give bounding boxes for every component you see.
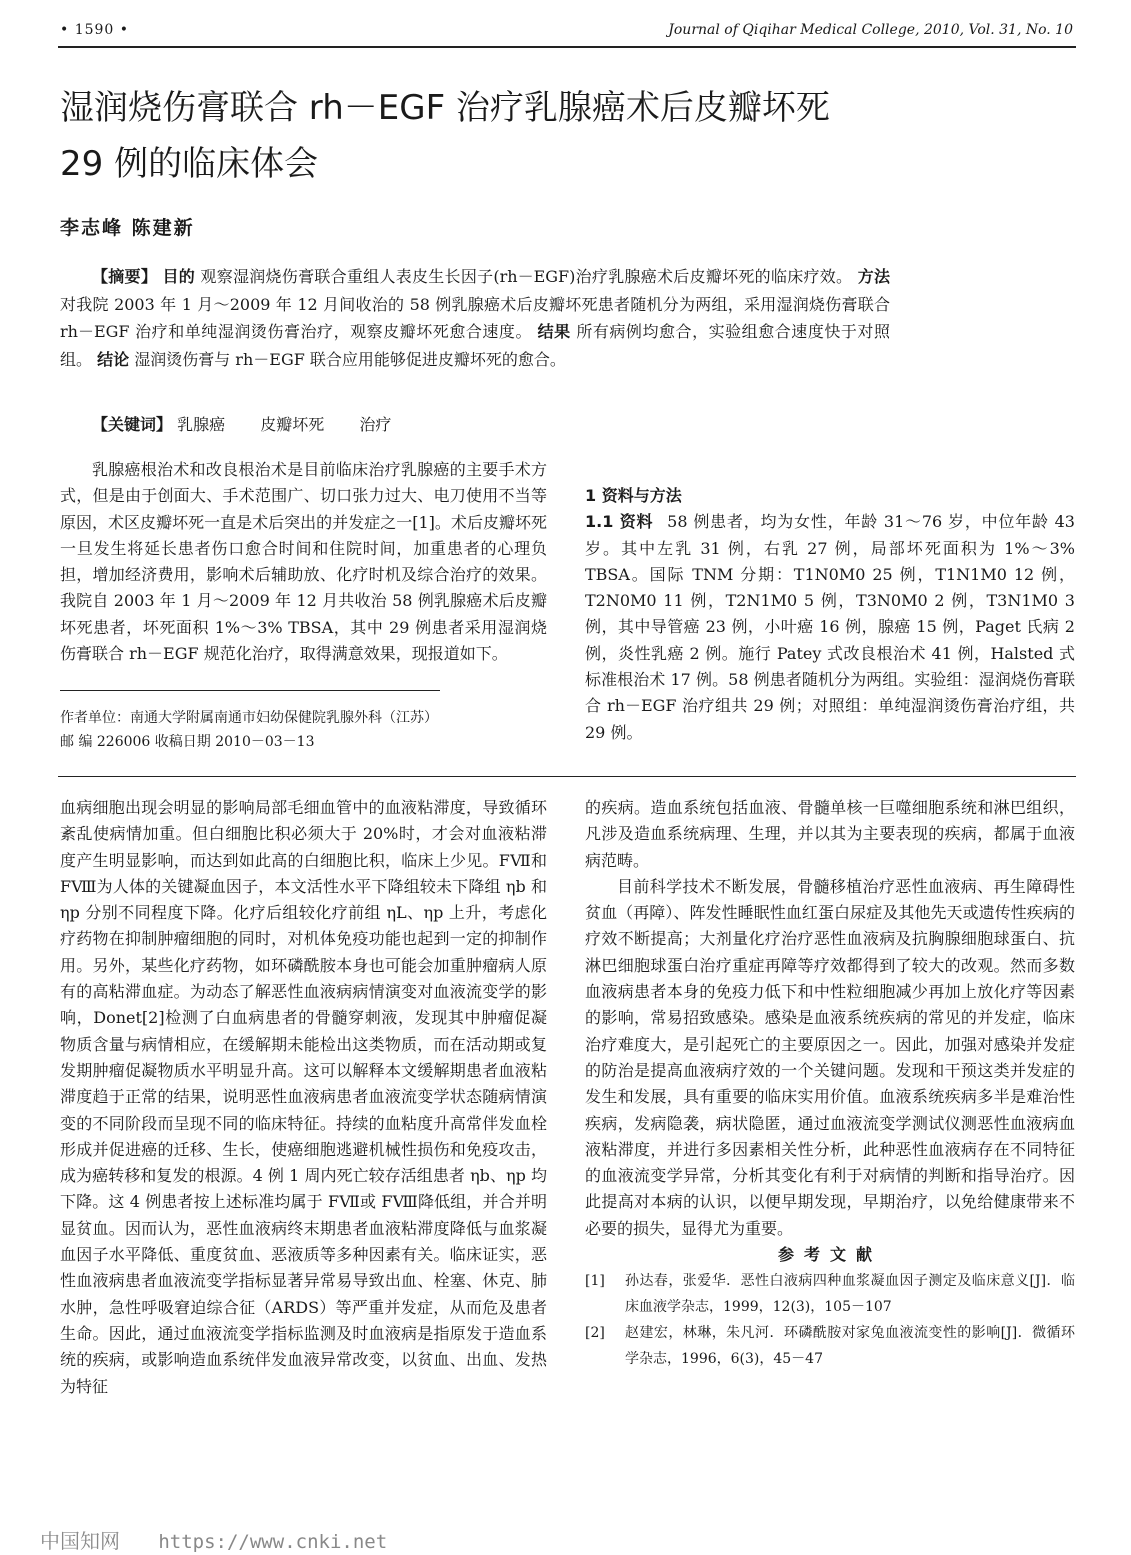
reference-text: 赵建宏，林琳，朱凡河．环磷酰胺对家兔血液流变性的影响[J]．微循环学杂志，1996，6(3)，45－47	[625, 1325, 1075, 1368]
site-url[interactable]: https://www.cnki.net	[158, 1531, 388, 1553]
reference-item	[585, 1320, 1075, 1372]
keyword-item: 皮瓣坏死	[260, 415, 325, 434]
title-line-1: 湿润烧伤膏联合 rh－EGF 治疗乳腺癌术后皮瓣坏死	[60, 88, 830, 128]
section-divider	[58, 776, 1076, 777]
references-heading: 参考文献	[777, 1245, 882, 1265]
section-heading: 1 资料与方法	[585, 486, 682, 505]
site-name: 中国知网	[40, 1529, 120, 1553]
journal-header: Journal of Qiqihar Medical College, 2010, Vol. 31, No. 10	[668, 22, 1073, 38]
method-text: 对我院 2003 年 1 月～2009 年 12 月间收治的 58 例乳腺癌术后皮瓣坏死患者随机分为两组，采用湿润烧伤膏联合 rh－EGF 治疗和单纯湿润烫伤膏治疗，观察皮瓣坏死愈合速度。	[60, 294, 890, 341]
method-label: 方法	[857, 267, 890, 286]
reference-text: 孙达春，张爱华．恶性白液病四种血浆凝血因子测定及临床意义[J]．临床血液学杂志，1999，12(3)，105－107	[625, 1273, 1075, 1316]
postal-info: 邮 编 226006 收稿日期 2010－03－13	[60, 734, 315, 750]
keyword-item: 乳腺癌	[177, 415, 226, 434]
intro-paragraph: 乳腺癌根治术和改良根治术是目前临床治疗乳腺癌的主要手术方式，但是由于创面大、手术范围广、切口张力过大、电刀使用不当等原因，术区皮瓣坏死一直是术后突出的并发症之一[1]。术后皮瓣坏死一旦发生将延长患者伤口愈合时间和住院时间，加重患者的心理负担，增加经济费用，影响术后辅助放、化疗时机及综合治疗的效果。我院自 2003 年 1 月～2009 年 12 月共收治 58 例乳腺癌术后皮瓣坏死患者，坏死面积 1%～3% TBSA，其中 29 例患者采用湿润烧伤膏联合 rh－EGF 规范化治疗，取得满意效果，现报道如下。	[60, 460, 547, 664]
result-label: 结果	[537, 322, 571, 341]
lower-right-column	[585, 795, 1075, 1372]
lower-right-paragraph-2: 目前科学技术不断发展，骨髓移植治疗恶性血液病、再生障碍性贫血（再障）、阵发性睡眠性血红蛋白尿症及其他先天或遗传性疾病的疗效不断提高；大剂量化疗治疗恶性血液病及抗胸腺细胞球蛋白、抗淋巴细胞球蛋白治疗重症再障等疗效都得到了较大的改观。然而多数血液病患者本身的免疫力低下和中性粒细胞减少再加上放化疗等因素的影响，常易招致感染。感染是血液系统疾病的常见的并发症，临床治疗难度大，是引起死亡的主要原因之一。因此，加强对感染并发症的防治是提高血液病疗效的一个关键问题。发现和干预这类并发症的发生和发展，具有重要的临床实用价值。血液系统疾病多半是难治性疾病，发病隐袭，病状隐匿，通过血液流变学测试仪测恶性血液病血液粘滞度，并进行多因素相关性分析，此种恶性血液病存在不同特征的血液流变学异常，分析其变化有利于对病情的判断和指导治疗。因此提高对本病的认识，以便早期发现，早期治疗，以免给健康带来不必要的损失，显得尤为重要。	[585, 876, 1075, 1238]
conclusion-text: 湿润烫伤膏与 rh－EGF 联合应用能够促进皮瓣坏死的愈合。	[134, 349, 566, 369]
result-text: 所有病例均愈合，实验组愈合速度快于对照组。	[60, 322, 890, 369]
keywords-label: 【关键词】	[92, 415, 173, 434]
materials-text: 58 例患者，均为女性，年龄 31～76 岁，中位年龄 43 岁。其中左乳 31 例，右乳 27 例，局部坏死面积为 1%～3% TBSA。国际 TNM 分期：T1N0M0 25 例，T1N1M0 12 例，T2N0M0 11 例，T2N1M0 5 例，T3N0M0 2 例，T3N1M0 3 例，其中导管癌 23 例，小叶癌 16 例，腺癌 15 例，Paget 氏病 2 例，炎性乳癌 2 例。施行 Patey 式改良根治术 41 例，Halsted 式标准根治术 17 例。58 例患者随机分为两组。实验组：湿润烧伤膏联合 rh－EGF 治疗组共 29 例；对照组：单纯湿润烫伤膏治疗组，共 29 例。	[585, 512, 1075, 742]
methods-column	[585, 457, 1075, 746]
header-rule	[58, 46, 1076, 48]
abstract-label: 【摘要】	[92, 267, 158, 286]
reference-number: [1]	[585, 1273, 605, 1290]
objective-text: 观察湿润烧伤膏联合重组人表皮生长因子(rh－EGF)治疗乳腺癌术后皮瓣坏死的临床疗效。	[200, 267, 853, 286]
affiliation: 作者单位：南通大学附属南通市妇幼保健院乳腺外科（江苏）	[60, 710, 438, 726]
keywords	[92, 412, 421, 435]
objective-label: 目的	[162, 267, 196, 286]
title-line-2: 29 例的临床体会	[60, 144, 319, 184]
page-number: • 1590 •	[60, 22, 130, 38]
conclusion-label: 结论	[97, 349, 130, 369]
authors: 李志峰 陈建新	[60, 217, 195, 239]
lower-right-paragraph-1: 的疾病。造血系统包括血液、骨髓单核一巨噬细胞系统和淋巴组织，凡涉及造血系统病理、生理，并以其为主要表现的疾病，都属于血液病范畴。	[585, 798, 1075, 870]
abstract	[60, 263, 890, 373]
intro-column	[60, 457, 547, 667]
article-title	[60, 80, 830, 192]
reference-item	[585, 1268, 1075, 1320]
keyword-item: 治疗	[359, 415, 392, 434]
footnote-rule	[60, 690, 440, 691]
lower-left-column	[60, 795, 547, 1400]
footer-watermark	[40, 1525, 387, 1554]
reference-number: [2]	[585, 1325, 605, 1342]
footnote	[60, 706, 438, 754]
subsection-heading: 1.1 资料	[585, 512, 654, 532]
lower-left-paragraph: 血病细胞出现会明显的影响局部毛细血管中的血液粘滞度，导致循环紊乱使病情加重。但白细胞比积必须大于 20%时，才会对血液粘滞度产生明显影响，而达到如此高的白细胞比积，临床上少见。FⅦ和 FⅧ为人体的关键凝血因子，本文活性水平下降组较未下降组 ηb 和 ηp 分别不同程度下降。化疗后组较化疗前组 ηL、ηp 上升，考虑化疗药物在抑制肿瘤细胞的同时，对机体免疫功能也起到一定的抑制作用。另外，某些化疗药物，如环磷酰胺本身也可能会加重肿瘤病人原有的高粘滞血症。为动态了解恶性血液病病情演变对血液流变学的影响，Donet[2]检测了白血病患者的骨髓穿刺液，发现其中肿瘤促凝物质含量与病情相应，在缓解期未能检出这类物质，而在活动期或复发期肿瘤促凝物质水平明显升高。这可以解释本文缓解期患者血液粘滞度趋于正常的结果，说明恶性血液病患者血液流变学状态随病情演变的不同阶段而呈现不同的临床特征。持续的血粘度升高常伴发血栓形成并促进癌的迁移、生长，使癌细胞逃避机械性损伤和免疫攻击，成为癌转移和复发的根源。4 例 1 周内死亡较存活组患者 ηb、ηp 均下降。这 4 例患者按上述标准均属于 FⅦ或 FⅧ降低组，并合并明显贫血。因而认为，恶性血液病终末期患者血液粘滞度降低与血浆凝血因子水平降低、重度贫血、恶液质等多种因素有关。临床证实，恶性血液病患者血液流变学指标显著异常易导致出血、栓塞、休克、肺水肿，急性呼吸窘迫综合征（ARDS）等严重并发症，从而危及患者生命。因此，通过血液流变学指标监测及时血液病是指原发于造血系统的疾病，或影响造血系统伴发血液异常改变，以贫血、出血、发热为特征	[60, 798, 547, 1396]
materials-paragraph	[585, 509, 1075, 746]
